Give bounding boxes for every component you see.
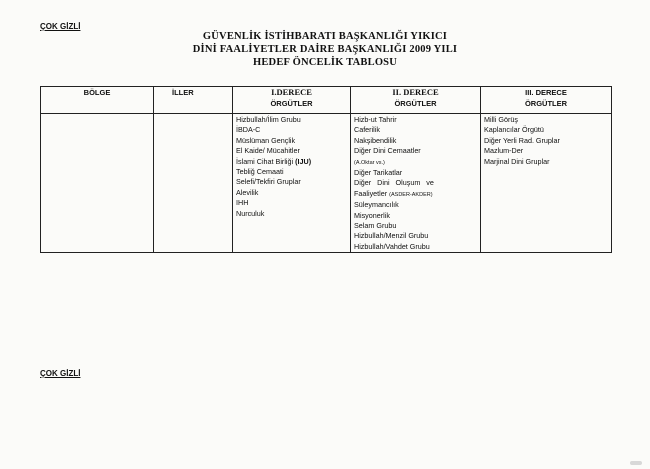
table-body-row [41,114,612,253]
header-bolge: BÖLGE [41,87,154,114]
list-item: Kaplancılar Örgütü [484,125,544,135]
list-item: İBDA-C [236,125,261,135]
header-iller: İLLER [154,87,233,114]
list-item-abbrev: (IJU) [295,156,312,166]
table-header-row [41,87,612,114]
list-item: Nurculuk [236,208,265,218]
list-item [354,157,480,168]
list-item: Caferilik [354,125,380,135]
title-line-1: GÜVENLİK İSTİHBARATI BAŞKANLIĞI YIKICI [202,31,448,42]
list-item: Mazlum-Der [484,146,524,156]
list-item [236,157,350,167]
list-item: Hizb-ut Tahrir [354,115,397,124]
cell-col3 [481,114,612,253]
list-item: El Kaide/ Mücahitler [236,146,300,156]
header-col3-line1: III. DERECE [525,88,567,97]
header-col3 [481,87,612,114]
list-item: Diğer Tarikatlar [354,168,403,178]
title-line-3: HEDEF ÖNCELİK TABLOSU [252,57,398,68]
list-item: Diğer Yerli Rad. Gruplar [484,135,560,145]
list-item: Hizbullah/Menzil Grubu [354,231,429,241]
list-item: Misyonerlik [354,210,390,220]
list-item: Hizbullah/Vahdet Grubu [354,241,430,251]
list-item-text: (A.Oktar vs.) [354,159,385,166]
list-item: Alevilik [236,187,259,197]
title-line-2: DİNİ FAALİYETLER DAİRE BAŞKANLIĞI 2009 YILI [192,44,458,55]
cell-bolge [41,114,154,253]
list-item-abbrev: (ASDER-AKDER) [389,191,433,198]
list-item: Süleymancılık [354,200,399,210]
classification-bottom: ÇOK GİZLİ [40,369,81,378]
cell-col2 [351,114,481,253]
cell-iller [154,114,233,253]
header-col2 [351,87,481,114]
list-item-text: İslami Cihat Birliği [236,156,294,166]
list-item: Selefi/Tekfiri Gruplar [236,177,301,187]
list-item: Müslüman Gençlik [236,135,296,145]
list-item: IHH [236,198,249,208]
list-item-text: Faaliyetler [354,188,388,198]
list-item: Diğer Dini Oluşum ve [354,178,434,188]
scan-mark [630,461,642,465]
list-item: Hizbullah/İlim Grubu [236,115,301,124]
header-col1-line2: ÖRGÜTLER [270,99,313,108]
list-item: Tebliğ Cemaati [236,167,284,177]
header-col1 [233,87,351,114]
list-item: Milli Görüş [484,115,518,124]
priority-table [40,86,612,253]
cell-col1 [233,114,351,253]
header-col3-line2: ÖRGÜTLER [524,99,568,108]
list-item: Diğer Dini Cemaatler [354,146,421,156]
document-title [0,30,650,69]
list-item: Nakşibendilik [354,135,397,145]
list-item: Marjinal Dini Gruplar [484,156,550,166]
list-item [354,189,480,200]
header-col2-line1: II. DERECE [392,87,439,97]
header-col2-line2: ÖRGÜTLER [394,99,437,108]
list-item: Selam Grubu [354,221,397,231]
header-col1-line1: I.DERECE [271,87,312,97]
classification-top: ÇOK GİZLİ [40,22,81,31]
